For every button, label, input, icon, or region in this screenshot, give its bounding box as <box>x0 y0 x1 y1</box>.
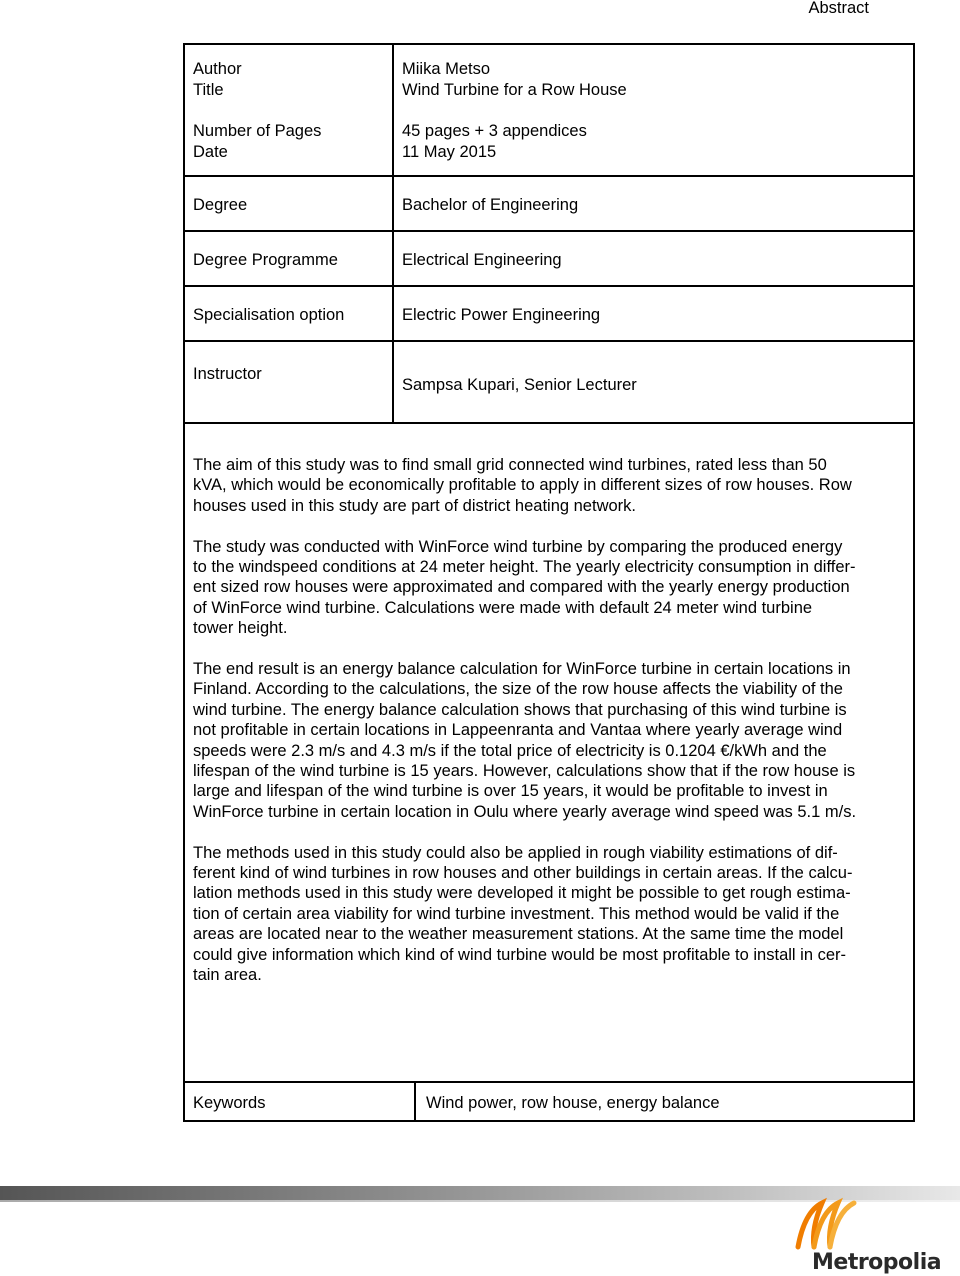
info-row-author-title-pages-date <box>185 45 913 175</box>
degree-value: Bachelor of Engineering <box>402 196 579 214</box>
programme-label: Degree Programme <box>193 251 338 269</box>
info-row-programme <box>185 230 913 287</box>
keywords-value: Wind power, row house, energy balance <box>426 1094 720 1112</box>
abstract-paragraph-2: The study was conducted with WinForce wind turbine by comparing the produced energy to the windspeed conditions at 24 meter height. The yearly electricity consumption in differ- ent sized row houses were approximated and compared with the yearly energy production of WinForce wind turbine. Calculations were made with default 24 meter wind turbine tower height. <box>193 537 856 638</box>
degree-label: Degree <box>193 196 248 214</box>
info-row-specialisation <box>185 285 913 342</box>
keywords-column-divider <box>414 1083 416 1122</box>
instructor-label: Instructor <box>193 365 262 383</box>
metropolia-logo-text: Metropolia <box>812 1250 942 1275</box>
author-label: Author <box>193 60 242 78</box>
abstract-body <box>193 455 909 1006</box>
keywords-row <box>185 1081 913 1122</box>
abstract-form <box>183 43 915 1122</box>
specialisation-label: Specialisation option <box>193 306 345 324</box>
programme-value: Electrical Engineering <box>402 251 562 269</box>
specialisation-value: Electric Power Engineering <box>402 306 601 324</box>
info-row-instructor <box>185 340 913 424</box>
info-row-degree <box>185 175 913 232</box>
page-header-label: Abstract <box>808 0 869 17</box>
abstract-paragraph-1: The aim of this study was to find small grid connected wind turbines, rated less than 50 kVA, which would be economically profitable to apply in different sizes of row houses. Row houses used in this study are part of district heating network. <box>193 456 852 515</box>
title-value: Wind Turbine for a Row House <box>402 81 627 99</box>
abstract-paragraph-4: The methods used in this study could also be applied in rough viability estimations of dif- ferent kind of wind turbines in row houses and other buildings in certain areas. If the calcu- lation methods used in this study were developed it might be possible to get rough estima- tion of certain area viability for wind turbine investment. This method would be valid if the areas are located near to the weather measurement stations. At the same time the model could give information which kind of wind turbine would be most profitable to install in cer- tain area. <box>193 843 853 985</box>
date-label: Date <box>193 143 228 161</box>
keywords-label: Keywords <box>193 1094 266 1112</box>
date-value: 11 May 2015 <box>402 143 497 161</box>
pages-label: Number of Pages <box>193 122 322 140</box>
abstract-section-divider <box>185 422 913 424</box>
abstract-paragraph-3: The end result is an energy balance calculation for WinForce turbine in certain locations in Finland. According to the calculations, the size of the row house affects the viability of the wind turbine. The energy balance calculation shows that purchasing of this wind turbine is not profitable in certain locations in Lappeenranta and Vantaa where yearly average wind speeds were 2.3 m/s and 4.3 m/s if the total price of electricity is 0.1204 €/kWh and the lifespan of the wind turbine is 15 years. However, calculations show that if the row house is large and lifespan of the wind turbine is over 15 years, it would be profitable to invest in WinForce turbine in certain location in Oulu where yearly average wind speed was 5.1 m/s. <box>193 660 857 821</box>
pages-value: 45 pages + 3 appendices <box>402 122 587 140</box>
title-label: Title <box>193 81 224 99</box>
author-value: Miika Metso <box>402 60 491 78</box>
instructor-value: Sampsa Kupari, Senior Lecturer <box>402 376 637 394</box>
